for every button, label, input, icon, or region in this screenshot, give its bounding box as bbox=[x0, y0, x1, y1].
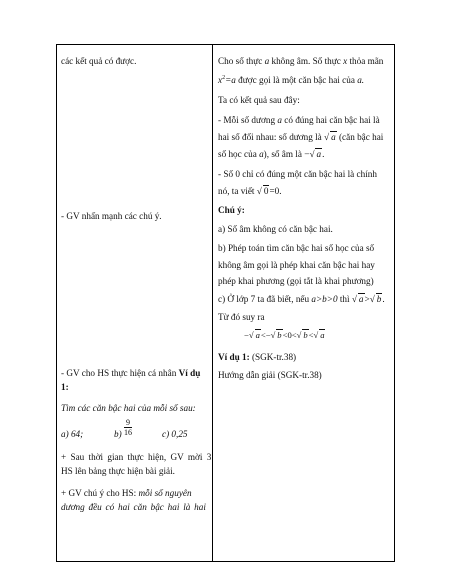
sqrt-icon: √ bbox=[351, 294, 357, 304]
sqrt-icon: √ bbox=[369, 294, 375, 304]
note-b-line-3: phép khai phương (gọi tắt là khai phương) bbox=[218, 276, 374, 286]
right-line-1-e: thỏa mãn bbox=[349, 56, 384, 66]
right-line-1 bbox=[218, 55, 383, 67]
sqrt-a: a bbox=[358, 294, 364, 304]
sqrt-icon: √ bbox=[296, 330, 302, 340]
note-c-line-1 bbox=[218, 293, 385, 305]
column-divider bbox=[212, 45, 213, 561]
right-line-7: - Số 0 chỉ có đúng một căn bậc hai là chính bbox=[218, 169, 377, 179]
sqrt-a: a bbox=[320, 330, 325, 340]
left-task-line bbox=[61, 367, 200, 379]
right-line-4 bbox=[218, 114, 380, 126]
right-line-2 bbox=[218, 72, 364, 86]
var-a: a bbox=[259, 149, 264, 159]
minus-sign: − bbox=[304, 149, 310, 159]
right-line-5-a: hai số đối nhau: số dương là bbox=[218, 132, 322, 142]
right-line-5-c: (căn bậc hai bbox=[338, 132, 384, 142]
sqrt-b: b bbox=[376, 294, 382, 304]
example-1-line bbox=[218, 351, 296, 363]
note-b-line-2: không âm gọi là phép khai căn bậc hai hay bbox=[218, 260, 375, 270]
left-line-10: dương đều có hai căn bậc hai là hai bbox=[61, 502, 206, 512]
var-a-end: a. bbox=[357, 75, 365, 86]
example-1-ref: (SGK-tr.38) bbox=[251, 352, 297, 362]
right-line-6 bbox=[218, 148, 324, 160]
left-item-b: b) bbox=[114, 429, 122, 439]
left-item-c: c) 0,25 bbox=[162, 429, 188, 439]
right-line-6-a: số học của bbox=[218, 149, 257, 159]
right-line-4-a: - Mỗi số dương bbox=[218, 115, 276, 125]
left-item-a: a) 64; bbox=[61, 429, 84, 439]
fraction-numerator: 9 bbox=[126, 418, 130, 427]
note-a: a) Số âm không có căn bậc hai. bbox=[218, 224, 333, 234]
sqrt-b: b bbox=[303, 330, 308, 340]
sqrt-b: b bbox=[277, 330, 282, 340]
minus-sign: − bbox=[244, 330, 249, 340]
left-line-7: + Sau thời gian thực hiện, GV mời 3 bbox=[61, 452, 212, 462]
right-line-1-a: Cho số thực bbox=[218, 56, 263, 66]
solution-guide: Hướng dẫn giải (SGK-tr.38) bbox=[218, 370, 322, 380]
sqrt-icon: √ bbox=[270, 330, 276, 340]
exponent-2: 2 bbox=[222, 75, 226, 81]
left-line-8: HS lên bảng thực hiện bài giải. bbox=[61, 466, 175, 476]
right-line-1-c: không âm. Số thực bbox=[271, 56, 341, 66]
equals-zero: =0. bbox=[269, 186, 282, 196]
sqrt-icon: √ bbox=[256, 186, 262, 196]
var-a: a bbox=[277, 115, 282, 125]
note-c-line-2: Từ đó suy ra bbox=[218, 312, 265, 322]
right-line-4-c: có đúng hai căn bậc hai là bbox=[284, 115, 380, 125]
sqrt-icon: √ bbox=[313, 330, 319, 340]
sqrt-a: a bbox=[255, 330, 260, 340]
sqrt-icon: √ bbox=[309, 149, 315, 159]
fraction-9-16 bbox=[124, 418, 132, 437]
less-minus: <− bbox=[260, 330, 271, 340]
inequality-a-b: a>b>0 bbox=[311, 294, 338, 304]
sqrt-a: a bbox=[316, 149, 322, 159]
right-line-5 bbox=[218, 131, 383, 143]
less-sign: < bbox=[308, 330, 314, 340]
right-line-6-c: ), số âm là bbox=[263, 149, 302, 159]
var-x: x bbox=[343, 56, 348, 66]
var-x2: x bbox=[218, 75, 223, 86]
left-line-9 bbox=[61, 487, 192, 499]
var-a: a bbox=[264, 56, 270, 66]
sqrt-a: a bbox=[331, 132, 336, 142]
period: . bbox=[322, 149, 325, 159]
note-heading: Chú ý: bbox=[218, 205, 245, 215]
left-example-label: Ví dụ bbox=[178, 368, 201, 378]
period: . bbox=[382, 294, 385, 304]
left-note-emphasis: - GV nhấn mạnh các chú ý. bbox=[61, 211, 162, 221]
sqrt-0: 0 bbox=[263, 186, 269, 196]
left-example-number: 1: bbox=[61, 382, 69, 392]
then-word: thì bbox=[339, 294, 350, 304]
right-line-8-a: nó, ta viết bbox=[218, 186, 255, 196]
right-line-8 bbox=[218, 185, 282, 197]
equals-a: =a bbox=[225, 75, 236, 86]
inequality-chain bbox=[244, 329, 325, 341]
note-b-line-1: b) Phép toán tìm căn bậc hai số học của số bbox=[218, 243, 375, 253]
note-c-intro: c) Ở lớp 7 ta đã biết, nếu bbox=[218, 294, 310, 304]
sqrt-icon: √ bbox=[248, 330, 254, 340]
left-line-9-italic: mỗi số nguyên bbox=[138, 488, 192, 498]
fraction-denominator: 16 bbox=[124, 428, 132, 437]
left-line-9-intro: + GV chú ý cho HS: bbox=[61, 488, 137, 498]
sqrt-icon: √ bbox=[324, 132, 330, 142]
greater-sign: > bbox=[364, 294, 370, 304]
left-line-1: các kết quả có được. bbox=[61, 56, 137, 66]
right-line-2-d: được gọi là một căn bậc hai của bbox=[238, 75, 355, 86]
less-zero-less: <0< bbox=[282, 330, 297, 340]
right-line-3: Ta có kết quả sau đây: bbox=[218, 95, 300, 105]
example-1-label: Ví dụ 1: bbox=[218, 352, 250, 362]
left-exercise-prompt: Tìm các căn bậc hai của mỗi số sau: bbox=[61, 403, 196, 413]
left-task-text: - GV cho HS thực hiện cá nhân bbox=[61, 368, 177, 378]
